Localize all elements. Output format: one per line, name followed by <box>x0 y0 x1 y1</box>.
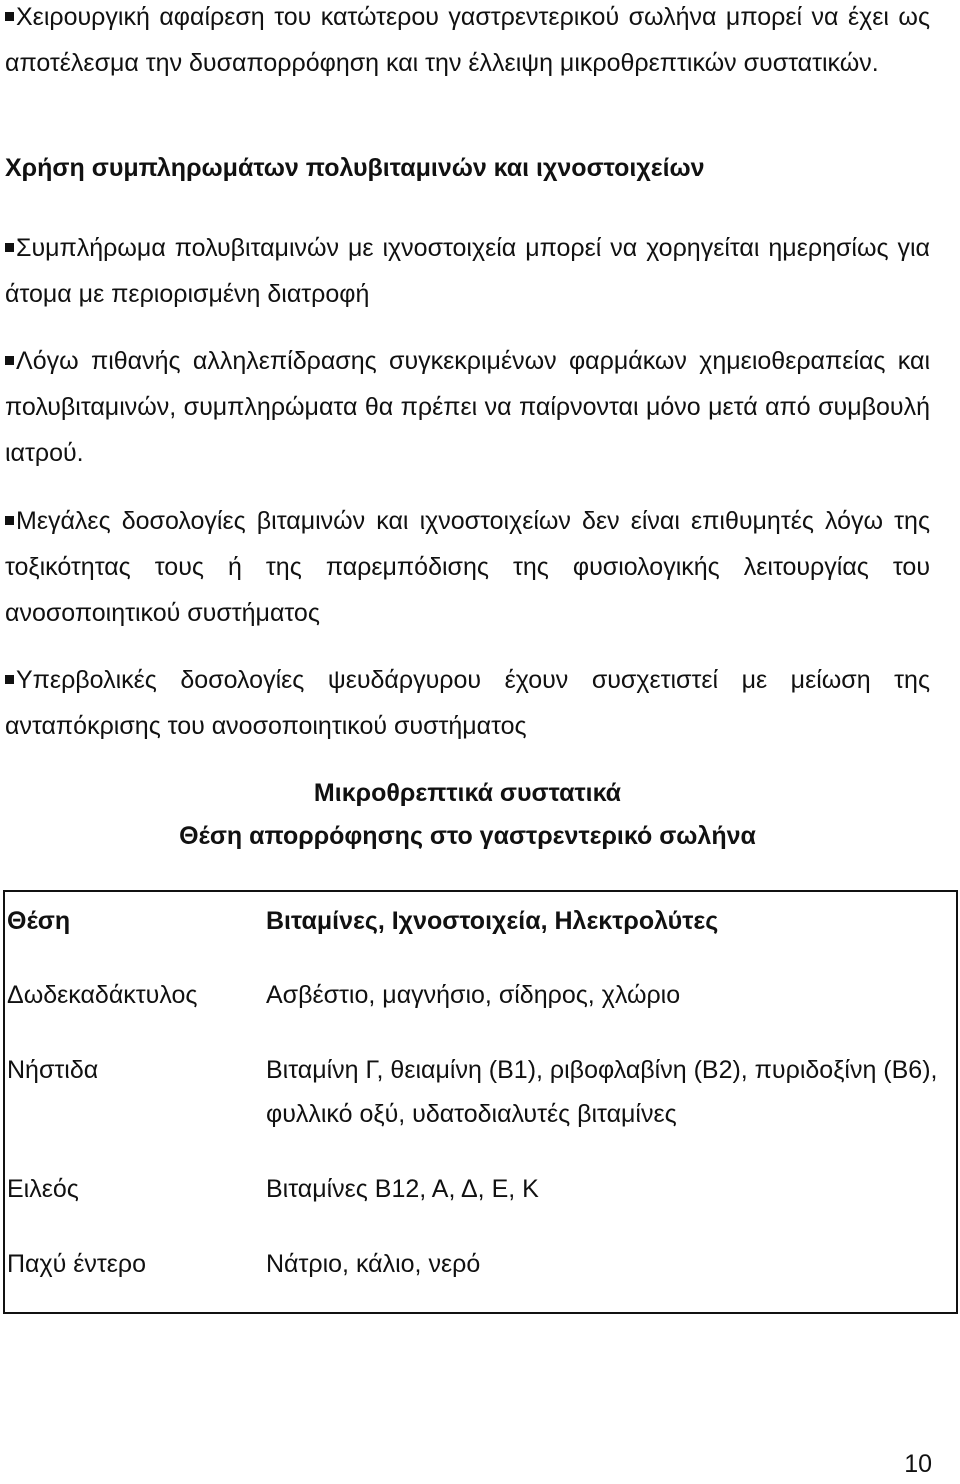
zinc-paragraph: Υπερβολικές δοσολογίες ψευδάργυρου έχουν συσχετιστεί με μείωση της ανταπόκρισης του ανοσοποιητικού συστήματος <box>5 666 930 740</box>
column-header-nutrients: Βιταμίνες, Ιχνοστοιχεία, Ηλεκτρολύτες <box>266 907 719 935</box>
table-subtitle: Θέση απορρόφησης στο γαστρεντερικό σωλήνα <box>179 822 756 850</box>
multivitamin-paragraph: Συμπλήρωμα πολυβιταμινών με ιχνοστοιχεία μπορεί να χορηγείται ημερησίως για άτομα με περιορισμένη διατροφή <box>5 234 930 308</box>
site-cell: Παχύ έντερο <box>7 1250 147 1278</box>
nutrients-cell: Νάτριο, κάλιο, νερό <box>266 1250 481 1278</box>
absorption-table <box>3 890 958 1314</box>
high-dose-paragraph: Μεγάλες δοσολογίες βιταμινών και ιχνοστοιχείων δεν είναι επιθυμητές λόγω της τοξικότητας τους ή της παρεμπόδισης της φυσιολογικής λειτουργίας του ανοσοποιητικού συστήματος <box>5 507 930 627</box>
table-row <box>4 1041 957 1160</box>
square-bullet-icon <box>5 356 14 365</box>
table-header-row <box>4 891 957 966</box>
page-number: 10 <box>904 1450 932 1478</box>
table-row <box>4 1160 957 1235</box>
site-cell: Νήστιδα <box>7 1056 99 1084</box>
table-row <box>4 966 957 1041</box>
table-row <box>4 1235 957 1313</box>
table-title: Μικροθρεπτικά συστατικά <box>313 779 622 807</box>
site-cell: Ειλεός <box>7 1175 79 1203</box>
square-bullet-icon <box>5 243 14 252</box>
nutrients-cell: Βιταμίνη Γ, θειαμίνη (Β1), ριβοφλαβίνη (Β2), πυριδοξίνη (Β6), φυλλικό οξύ, υδατοδιαλυτές βιταμίνες <box>266 1056 938 1128</box>
nutrients-cell: Ασβέστιο, μαγνήσιο, σίδηρος, χλώριο <box>266 981 681 1009</box>
chemotherapy-interaction-paragraph: Λόγω πιθανής αλληλεπίδρασης συγκεκριμένων φαρμάκων χημειοθεραπείας και πολυβιταμινών, συμπληρώματα θα πρέπει να παίρνονται μόνο μετά από συμβουλή ιατρού. <box>5 347 930 467</box>
square-bullet-icon <box>5 516 14 525</box>
square-bullet-icon <box>5 675 14 684</box>
intro-paragraph: Χειρουργική αφαίρεση του κατώτερου γαστρεντερικού σωλήνα μπορεί να έχει ως αποτέλεσμα την δυσαπορρόφηση και την έλλειψη μικροθρεπτικών συστατικών. <box>5 3 930 77</box>
section-heading: Χρήση συμπληρωμάτων πολυβιταμινών και ιχνοστοιχείων <box>5 154 705 182</box>
square-bullet-icon <box>5 12 14 21</box>
column-header-site: Θέση <box>7 907 71 935</box>
nutrients-cell: Βιταμίνες Β12, Α, Δ, Ε, Κ <box>266 1175 539 1203</box>
site-cell: Δωδεκαδάκτυλος <box>7 981 198 1009</box>
